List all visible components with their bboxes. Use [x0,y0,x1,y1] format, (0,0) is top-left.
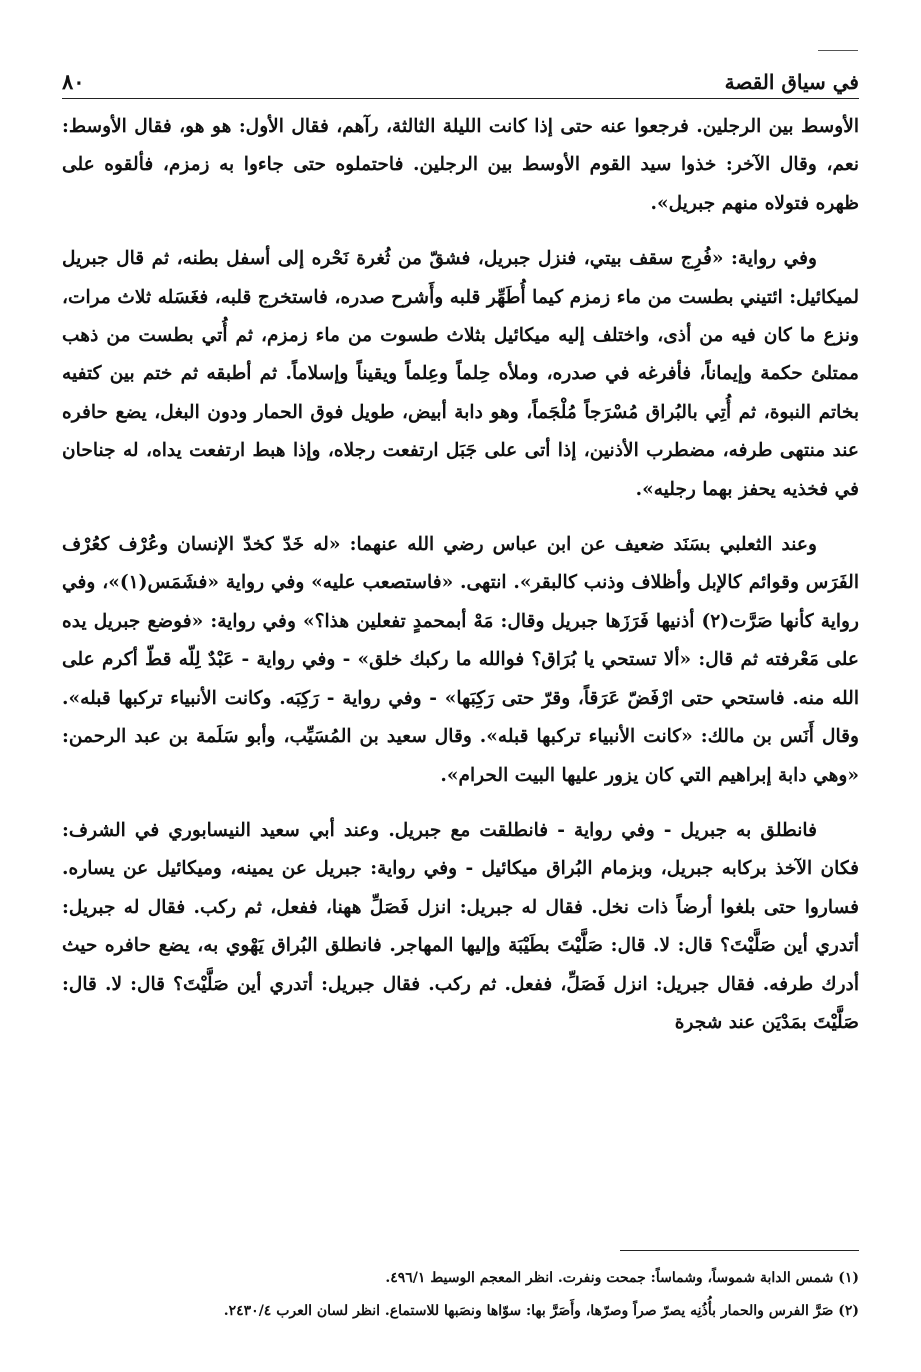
scan-corner-mark [818,50,858,51]
paragraph-4: فانطلق به جبريل - وفي رواية - فانطلقت مع جبريل. وعند أبي سعيد النيسابوري في الشرف: فكان الآخذ بركابه جبريل، وبزمام البُراق ميكائيل - وفي رواية: جبريل عن يمينه، وميكائيل عن يساره. فساروا حتى بلغوا أرضاً ذات نخل. فقال له جبريل: انزل فَصَلِّ ههنا، ففعل، ثم ركب. فقال له جبريل: أتدري أين صَلَّيْتَ؟ قال: لا. قال: صَلَّيْتَ بطَيْبَة وإليها المهاجر. فانطلق البُراق يَهْوي به، يضع حافره حيث أدرك طرفه. فقال جبريل: انزل فَصَلِّ، ففعل. ثم ركب. فقال جبريل: أتدري أين صَلَّيْتَ؟ قال: لا. قال: صَلَّيْتَ بمَدْيَن عند شجرة [62,819,859,1033]
footnote-1: (١) شمس الدابة شموساً، وشماساً: جمحت ونفرت. انظر المعجم الوسيط ٤٩٦/١. [385,1270,859,1286]
footnote-2: (٢) صَرَّ الفرس والحمار بأُذُنِه يصرّ صراً وصرّها، وأَصَرَّ بها: سوّاها ونصَبها للاستماع. انظر لسان العرب ٢٤٣٠/٤. [223,1303,859,1319]
paragraph-2: وفي رواية: «فُرِج سقف بيتي، فنزل جبريل، فشقّ من ثُغرة نَحْره إلى أسفل بطنه، ثم قال جبريل لميكائيل: ائتيني بطست من ماء زمزم كيما أُطَهِّر قلبه وأَشرح صدره، فاستخرج قلبه، فغَسَله ثلاث مرات، ونزع ما كان فيه من أذى، واختلف إليه ميكائيل بثلاث طسوت من ماء زمزم، ثم أُتي بطست من ذهب ممتلئ حكمة وإيماناً، فأفرغه في صدره، وملأه حِلماً وعِلماً ويقيناً وإسلاماً. ثم أطبقه ثم ختم بين كتفيه بخاتم النبوة، ثم أُتِي بالبُراق مُسْرَجاً مُلْجَماً، وهو دابة أبيض، طويل فوق الحمار ودون البغل، يضع حافره عند منتهى طرفه، مضطرب الأذنين، إذا أتى على جَبَل ارتفعت رجلاه، وإذا هبط ارتفعت يداه، له جناحان في فخذيه يحفز بهما رجليه». [62,248,859,500]
running-title: في سياق القصة [724,70,859,94]
paragraph-1: الأوسط بين الرجلين. فرجعوا عنه حتى إذا كانت الليلة الثالثة، رآهم، فقال الأول: هو هو، فقال الأوسط: نعم، وقال الآخر: خذوا سيد القوم الأوسط بين الرجلين. فاحتملوه حتى جاءوا به زمزم، فألقوه على ظهره فتولاه منهم جبريل». [62,116,859,214]
footnotes [62,1262,859,1328]
footnote-separator [620,1250,859,1251]
page-number: ٨٠ [62,69,85,94]
body-text [62,108,859,1059]
page-header [62,58,859,99]
paragraph-3: وعند الثعلبي بسَنَد ضعيف عن ابن عباس رضي الله عنهما: «له خَدّ كخدّ الإنسان وعُرْف كعُرْف الفَرَس وقوائم كالإبل وأظلاف وذنب كالبقر». انتهى. «فاستصعب عليه» وفي رواية «فشَمَس(١)»، وفي رواية كأنها صَرَّت(٢) أذنيها فَرَزَها جبريل وقال: مَهْ أبمحمدٍ تفعلين هذا؟» وفي رواية: «فوضع جبريل يده على مَعْرفته ثم قال: «ألا تستحي يا بُرَاق؟ فوالله ما ركبك خلق» - وفي رواية - عَبْدٌ لِلّه قطّ أكرم على الله منه. فاستحي حتى ارْفَضّ عَرَقاً، وقرّ حتى رَكِبَها» - وفي رواية - رَكِبَه. وكانت الأنبياء تركبها قبله». وقال أَنَس بن مالك: «كانت الأنبياء تركبها قبله». وقال سعيد بن المُسَيِّب، وأبو سَلَمة بن عبد الرحمن: «وهي دابة إبراهيم التي كان يزور عليها البيت الحرام». [62,534,859,786]
